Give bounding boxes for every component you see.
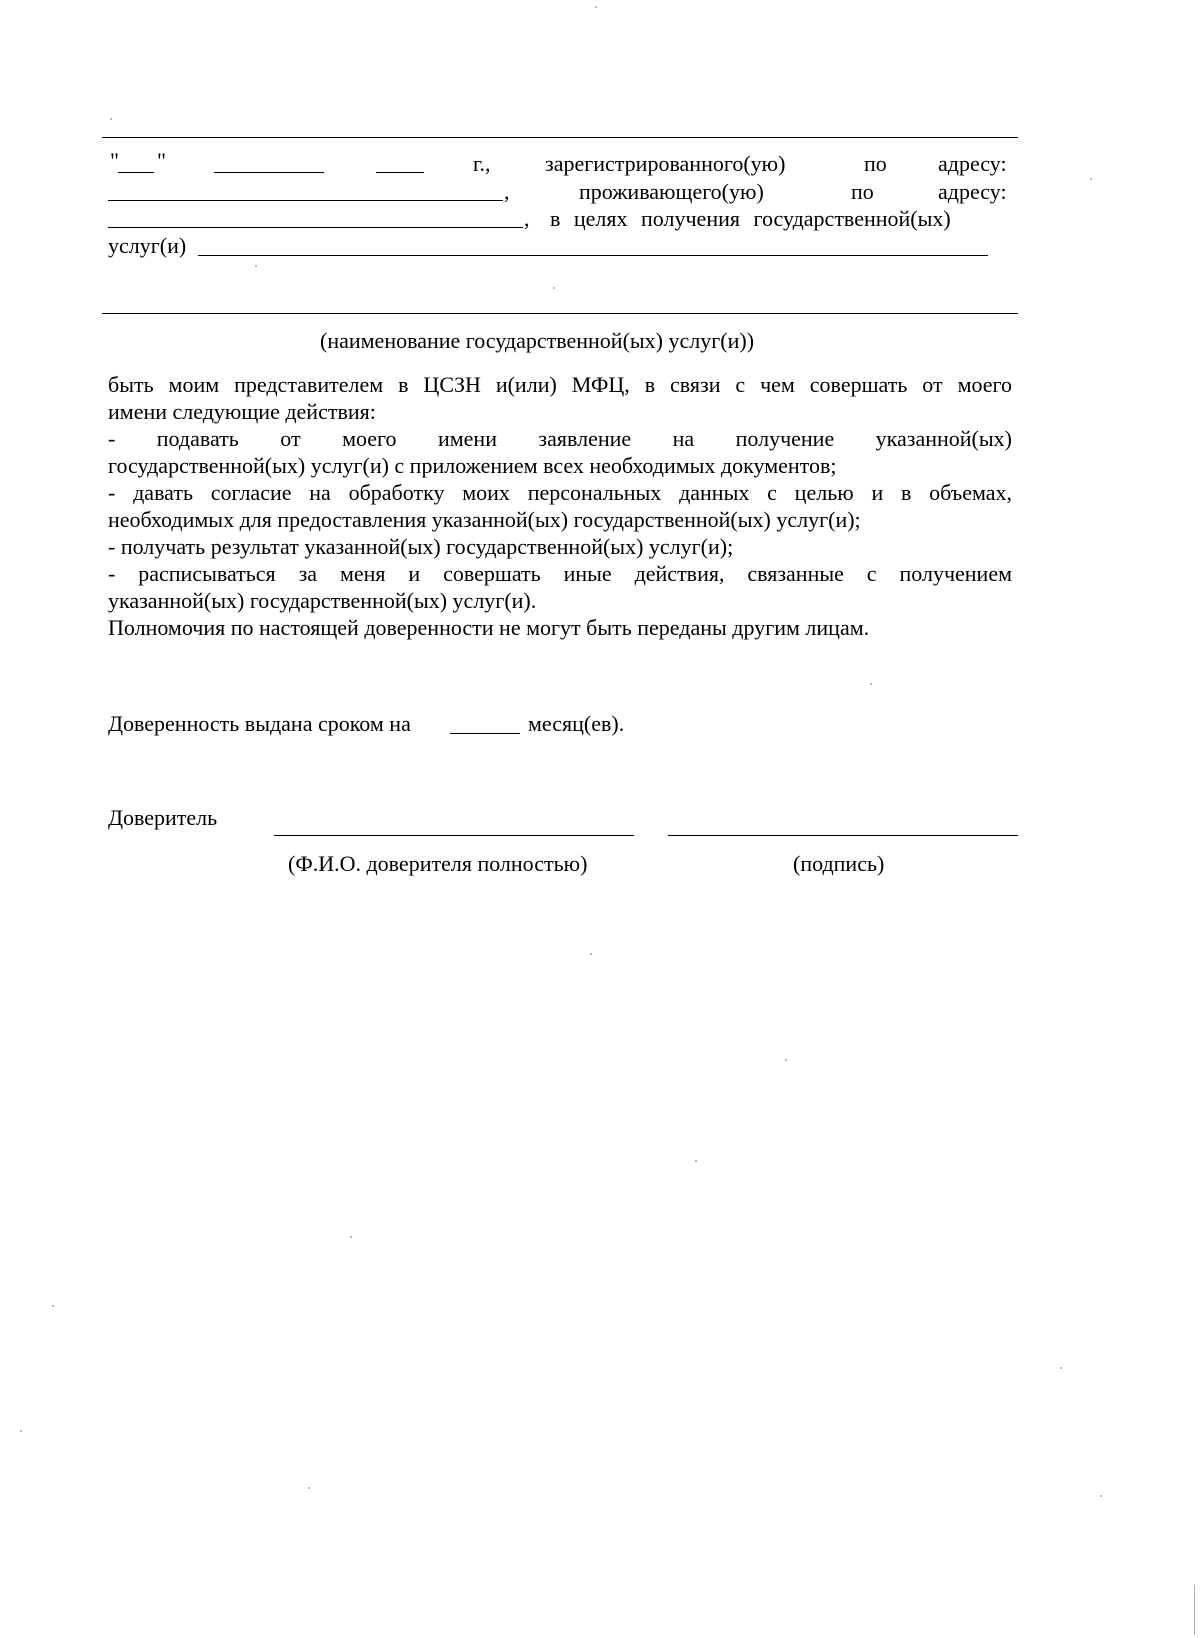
scan-speck — [785, 1059, 787, 1061]
registered-po: по — [864, 151, 887, 176]
year-blank[interactable] — [376, 172, 424, 173]
residing-address-label: адресу: — [938, 179, 1007, 204]
date-quote-close: " — [157, 148, 166, 173]
body-line-1: быть моим представителем в ЦСЗН и(или) МФЦ, в связи с чем совершать от моего — [108, 372, 1012, 397]
year-suffix: г., — [473, 151, 491, 176]
purpose-text: в целях получения государственной(ых) — [550, 206, 951, 231]
registration-address-blank[interactable] — [108, 200, 503, 201]
day-blank[interactable] — [118, 172, 154, 173]
body-line-8: - расписываться за меня и совершать иные действия, связанные с получением — [108, 561, 1012, 586]
body-line-6: необходимых для предоставления указанной(ых) государственной(ых) услуг(и); — [108, 507, 861, 532]
fio-caption: (Ф.И.О. доверителя полностью) — [288, 851, 588, 876]
scan-speck — [20, 1430, 22, 1432]
residence-comma: , — [524, 206, 530, 231]
scan-speck — [695, 1160, 697, 1162]
body-line-10: Полномочия по настоящей доверенности не могут быть переданы другим лицам. — [108, 615, 870, 640]
fio-line[interactable] — [274, 835, 634, 836]
scan-speck — [595, 6, 597, 8]
registered-label: зарегистрированного(ую) — [545, 151, 786, 176]
scan-speck — [553, 287, 555, 289]
services-label: услуг(и) — [108, 233, 187, 258]
scan-speck — [350, 1236, 352, 1238]
body-line-3: - подавать от моего имени заявление на получение указанной(ых) — [108, 426, 1012, 451]
principal-label: Доверитель — [108, 805, 218, 830]
registration-comma: , — [504, 179, 510, 204]
scan-speck — [1100, 1495, 1102, 1497]
scan-speck — [110, 118, 112, 120]
scan-speck — [1060, 1367, 1062, 1369]
scan-speck — [52, 1305, 54, 1307]
services-blank[interactable] — [198, 255, 988, 256]
top-rule — [102, 137, 1018, 138]
body-line-2: имени следующие действия: — [108, 399, 376, 424]
scan-speck — [255, 265, 257, 267]
residence-address-blank[interactable] — [108, 227, 523, 228]
body-line-5: - давать согласие на обработку моих персональных данных с целью и в объемах, — [108, 480, 1012, 505]
body-line-7: - получать результат указанной(ых) государственной(ых) услуг(и); — [108, 534, 734, 559]
powers-paragraph — [108, 371, 1012, 641]
term-prefix: Доверенность выдана сроком на — [108, 711, 411, 736]
body-line-4: государственной(ых) услуг(и) с приложением всех необходимых документов; — [108, 453, 837, 478]
scan-speck — [870, 683, 872, 685]
service-name-caption: (наименование государственной(ых) услуг(и)) — [320, 328, 755, 353]
body-line-9: указанной(ых) государственной(ых) услуг(и). — [108, 588, 537, 613]
residing-label: проживающего(ую) — [579, 179, 764, 204]
scan-speck — [1090, 178, 1092, 180]
service-name-rule[interactable] — [102, 313, 1018, 314]
scan-speck — [308, 1487, 310, 1489]
signature-caption: (подпись) — [793, 851, 885, 876]
scan-edge — [1194, 1585, 1195, 1635]
date-quote-open: " — [110, 148, 119, 173]
term-months-blank[interactable] — [450, 733, 520, 734]
signature-line[interactable] — [668, 835, 1018, 836]
month-blank[interactable] — [214, 172, 324, 173]
registered-address-label: адресу: — [938, 151, 1007, 176]
residing-po: по — [851, 179, 874, 204]
scan-speck — [590, 953, 592, 955]
term-suffix: месяц(ев). — [528, 711, 625, 736]
